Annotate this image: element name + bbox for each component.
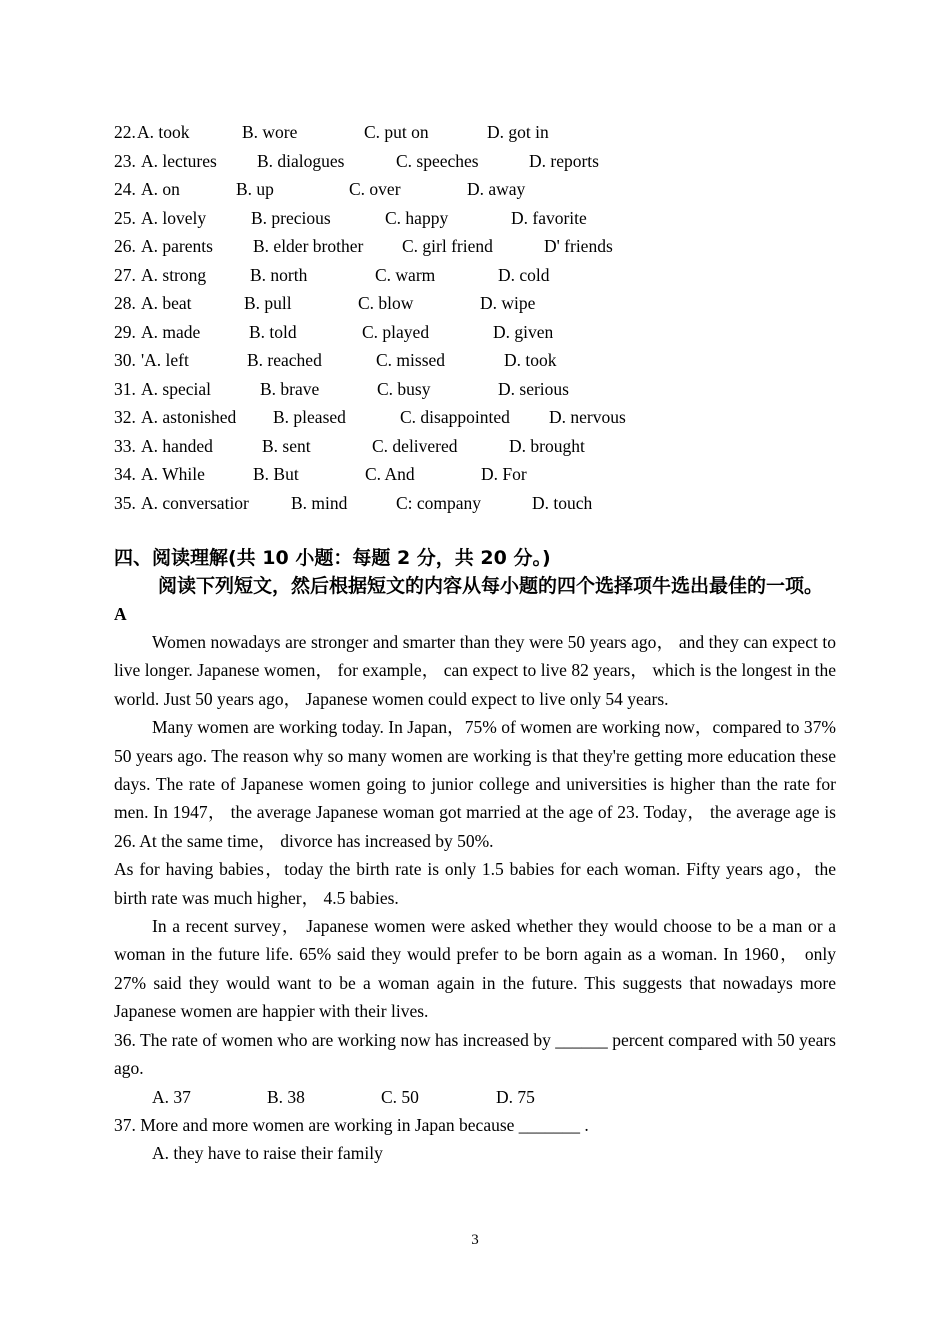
cloze-option-row: [114, 346, 836, 375]
option-d: D. nervous: [549, 407, 626, 427]
option-c: C. blow: [358, 293, 414, 313]
cloze-option-row: [114, 289, 836, 318]
option-a: A. strong: [141, 264, 207, 285]
option-a: A. special: [141, 378, 211, 399]
option-c: C. played: [362, 321, 430, 342]
option-a: A. made: [141, 321, 201, 342]
option-a: A. took: [137, 122, 190, 142]
passage-label: A: [114, 604, 127, 624]
passage-paragraph: In a recent survey， Japanese women were asked whether they would choose to be a man or a woman in the future life. 65% said they would prefer to be born again as a woman. In 1960， only 27% said they would want to be a woman again in the future. This suggests that nowadays more Japanese women are happier with their lives.: [114, 916, 836, 1022]
question-number: 25.: [114, 207, 136, 228]
option-c: C. And: [365, 464, 415, 484]
option-d: D. serious: [498, 378, 569, 399]
option-d: D. given: [493, 321, 554, 342]
option-b: B. pull: [244, 293, 292, 313]
section-instructions: 阅读下列短文，然后根据短文的内容从每小题的四个选择项牛选出最佳的一项。: [158, 575, 824, 597]
question-number: 33.: [114, 435, 136, 456]
option-a: A. 37: [152, 1086, 191, 1107]
option-d: D. reports: [529, 150, 599, 171]
option-a: A. handed: [141, 435, 213, 456]
option-a: 'A. left: [141, 350, 189, 370]
question-number: 30.: [114, 350, 136, 370]
document-page: [114, 118, 836, 1168]
cloze-option-row: [114, 460, 836, 489]
option-a: A. lovely: [141, 207, 207, 228]
option-d: D. cold: [498, 264, 550, 285]
option-d: D. took: [504, 350, 557, 370]
option-b: B. elder brother: [253, 236, 364, 256]
cloze-option-row: [114, 147, 836, 176]
option-d: D. favorite: [511, 207, 587, 228]
cloze-option-row: [114, 432, 836, 461]
option-d: D. got in: [487, 122, 549, 142]
question-number: 35.: [114, 492, 136, 513]
option-b: B. sent: [262, 435, 311, 456]
option-b: B. 38: [267, 1086, 305, 1107]
passage-paragraph: As for having babies，today the birth rate is only 1.5 babies for each woman. Fifty years ago，the birth rate was much higher， 4.5 babies.: [114, 859, 836, 908]
option-c: C. disappointed: [400, 407, 510, 427]
option-c: C. delivered: [372, 435, 458, 456]
option-d: D. away: [467, 179, 526, 199]
option-d: D. touch: [532, 492, 593, 513]
cloze-option-row: [114, 375, 836, 404]
cloze-option-row: [114, 489, 836, 518]
option-c: C. put on: [364, 122, 429, 142]
option-a: A. they have to raise their family: [152, 1143, 383, 1164]
question-number: 22.: [114, 122, 136, 142]
option-a: A. lectures: [141, 150, 217, 171]
page-number: 3: [471, 1232, 479, 1248]
option-c: C. warm: [375, 264, 436, 285]
question-number: 23.: [114, 150, 136, 171]
cloze-option-row: [114, 204, 836, 233]
cloze-option-row: [114, 232, 836, 261]
option-a: A. parents: [141, 236, 213, 256]
question-number: 31.: [114, 378, 136, 399]
option-d: D. brought: [509, 435, 585, 456]
option-b: B. dialogues: [257, 150, 345, 171]
option-a: A. on: [141, 179, 180, 199]
option-a: A. beat: [141, 293, 192, 313]
passage-paragraph: Many women are working today. In Japan，75% of women are working now，compared to 37% 50 years ago. The reason why so many women are working is that they're getting more education these days. The rate of Japanese women going to junior college and universities is higher than the rate for men. In 1947， the average Japanese woman got married at the age of 23. Today， the average age is 26. At the same time， divorce has increased by 50%.: [114, 717, 836, 851]
option-c: C. busy: [377, 378, 431, 399]
option-b: B. north: [250, 264, 308, 285]
option-c: C. 50: [381, 1086, 419, 1107]
option-c: C. missed: [376, 350, 446, 370]
option-c: C. over: [349, 179, 401, 199]
option-b: B. mind: [291, 492, 348, 513]
option-a: A. conversatior: [141, 492, 249, 513]
option-d: D. For: [481, 464, 527, 484]
cloze-option-row: [114, 403, 836, 432]
option-b: B. told: [249, 321, 297, 342]
question-36-stem: 36. The rate of women who are working now has increased by ______ percent compared with 50 years ago.: [114, 1029, 836, 1079]
option-b: B. precious: [251, 207, 331, 228]
option-d: D. wipe: [480, 293, 536, 313]
question-37-stem: 37. More and more women are working in Japan because _______ .: [114, 1114, 589, 1135]
cloze-option-row: [114, 175, 836, 204]
cloze-options-list: [114, 118, 836, 517]
passage-paragraph: Women nowadays are stronger and smarter than they were 50 years ago， and they can expect to live longer. Japanese women， for example， can expect to live 82 years， which is the longest in the world. Just 50 years ago， Japanese women could expect to live only 54 years.: [114, 632, 836, 709]
question-number: 24.: [114, 179, 136, 199]
option-c: C: company: [396, 492, 482, 513]
cloze-option-row: [114, 118, 836, 147]
question-number: 34.: [114, 464, 136, 484]
section-heading: 四、阅读理解(共 10 小题：每题 2 分，共 20 分。): [114, 547, 551, 569]
cloze-option-row: [114, 261, 836, 290]
option-d: D. 75: [496, 1086, 535, 1107]
option-a: A. While: [141, 464, 205, 484]
question-number: 26.: [114, 236, 136, 256]
question-number: 27.: [114, 264, 136, 285]
option-b: B. But: [253, 464, 299, 484]
question-number: 32.: [114, 407, 136, 427]
option-a: A. astonished: [141, 407, 237, 427]
question-number: 28.: [114, 293, 136, 313]
option-b: B. reached: [247, 350, 322, 370]
option-d: D' friends: [544, 236, 613, 256]
question-37-options: [114, 1139, 836, 1167]
option-b: B. pleased: [273, 407, 346, 427]
question-number: 29.: [114, 321, 136, 342]
option-c: C. girl friend: [402, 236, 493, 256]
option-c: C. speeches: [396, 150, 479, 171]
cloze-option-row: [114, 318, 836, 347]
question-36-options: [114, 1083, 836, 1111]
option-b: B. brave: [260, 378, 320, 399]
option-c: C. happy: [385, 207, 449, 228]
option-b: B. wore: [242, 122, 298, 142]
option-b: B. up: [236, 179, 274, 199]
